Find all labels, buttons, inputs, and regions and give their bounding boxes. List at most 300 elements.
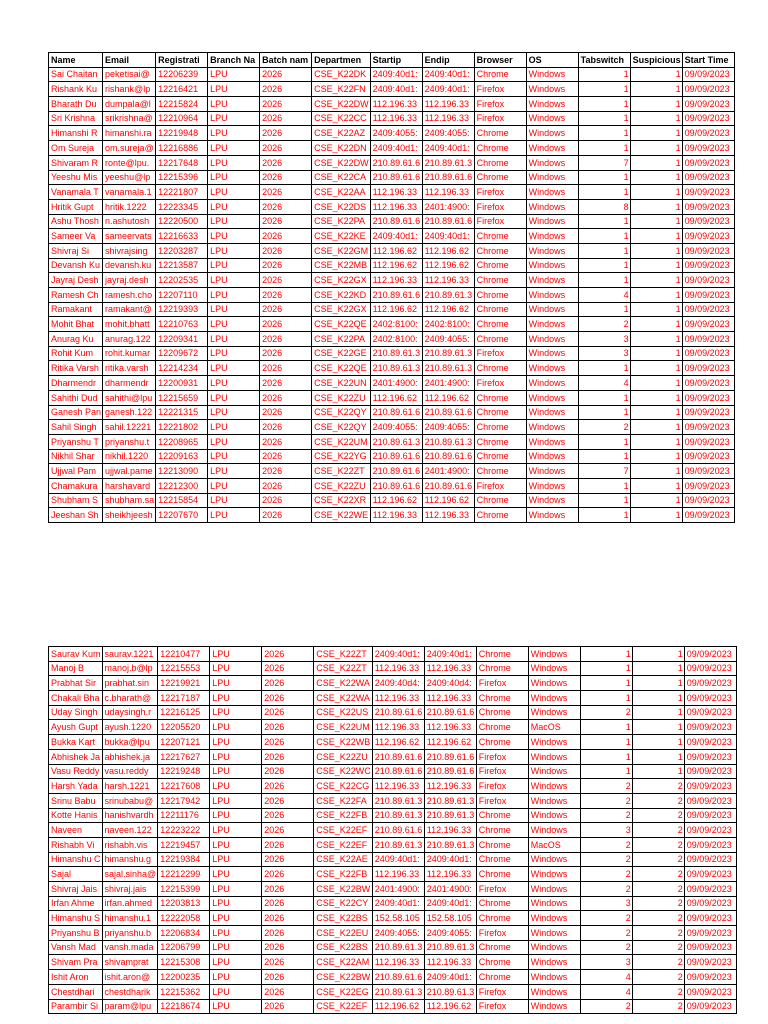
table-cell: Windows	[526, 361, 578, 376]
table-cell: Windows	[526, 449, 578, 464]
table-cell: LPU	[208, 302, 260, 317]
table-cell: Kotte Hanis	[49, 808, 103, 823]
table-cell: 112.196.62	[370, 243, 422, 258]
table-cell: 2409:4055:	[424, 926, 476, 941]
table-row	[49, 896, 737, 911]
table-cell: 12206834	[158, 926, 210, 941]
table-cell: shivrajsing	[103, 243, 156, 258]
table-cell: 2409:40d1:	[422, 141, 474, 156]
table-cell: CSE_K22BS	[314, 940, 373, 955]
table-cell: 2026	[260, 420, 312, 435]
table-cell: 1	[630, 258, 682, 273]
table-cell: MacOS	[528, 720, 580, 735]
table-row	[49, 735, 737, 750]
table-cell: Windows	[526, 82, 578, 97]
table-cell: Windows	[528, 940, 580, 955]
table-cell: 2	[578, 317, 630, 332]
table-cell: LPU	[210, 970, 262, 985]
table-cell: Windows	[528, 882, 580, 897]
table-cell: Windows	[526, 243, 578, 258]
table-cell: 112.196.62	[422, 493, 474, 508]
table-cell: LPU	[208, 82, 260, 97]
table-cell: 2026	[260, 67, 312, 82]
table-cell: Ritika Varsh	[49, 361, 103, 376]
table-cell: Saurav Kum	[49, 647, 103, 662]
table-cell: 09/09/2023	[682, 155, 734, 170]
table-cell: 12221802	[156, 420, 208, 435]
table-cell: CSE_K22CY	[314, 896, 373, 911]
table-cell: Ramakant	[49, 302, 103, 317]
table-cell: CSE_K22BW	[314, 970, 373, 985]
table-cell: 1	[580, 676, 632, 691]
table-cell: 12215824	[156, 97, 208, 112]
table-row	[49, 984, 737, 999]
table-cell: Chrome	[476, 837, 528, 852]
table-cell: n.ashutosh	[103, 214, 156, 229]
table-cell: 2409:40d4:	[424, 676, 476, 691]
table-cell: 09/09/2023	[684, 999, 736, 1014]
table-cell: Nikhil Shar	[49, 449, 103, 464]
table-cell: 2026	[260, 317, 312, 332]
table-cell: 1	[578, 67, 630, 82]
table-cell: 210.89.61.6	[424, 764, 476, 779]
table-cell: 2401:4900:	[370, 376, 422, 391]
table-cell: 2	[580, 793, 632, 808]
table-cell: Windows	[526, 155, 578, 170]
table-cell: CSE_K22QY	[312, 420, 371, 435]
table-cell: LPU	[210, 926, 262, 941]
table-cell: 12209163	[156, 449, 208, 464]
table-cell: 2026	[262, 749, 314, 764]
table-cell: hritik.1222	[103, 199, 156, 214]
column-header: OS	[526, 53, 578, 68]
table-cell: ujjwal.pame	[103, 464, 156, 479]
table-cell: 210.89.61.6	[422, 170, 474, 185]
table-cell: 1	[578, 434, 630, 449]
table-cell: 210.89.61.6	[370, 288, 422, 303]
table-cell: LPU	[210, 764, 262, 779]
table-cell: 2401:4900:	[372, 882, 424, 897]
table-cell: 2	[580, 705, 632, 720]
table-cell: himanshu.g	[102, 852, 158, 867]
table-cell: 4	[578, 288, 630, 303]
table-cell: Sahithi Dud	[49, 390, 103, 405]
table-cell: Ashu Thosh	[49, 214, 103, 229]
table-row	[49, 170, 735, 185]
table-cell: CSE_K22KE	[312, 229, 371, 244]
table-cell: Firefox	[474, 185, 526, 200]
table-cell: 12215854	[156, 493, 208, 508]
table-cell: c.bharath@	[102, 691, 158, 706]
table-cell: 1	[630, 508, 682, 523]
table-cell: CSE_K22PA	[312, 332, 371, 347]
table-cell: LPU	[208, 155, 260, 170]
table-cell: sameervats	[103, 229, 156, 244]
table-cell: 112.196.33	[422, 273, 474, 288]
table-cell: 1	[630, 346, 682, 361]
table-cell: 2026	[260, 111, 312, 126]
table-cell: 12210477	[158, 647, 210, 662]
table-cell: 09/09/2023	[682, 273, 734, 288]
table-cell: Uday Singh	[49, 705, 103, 720]
table-cell: 09/09/2023	[684, 852, 736, 867]
table-cell: 210.89.61.3	[422, 288, 474, 303]
table-cell: 12200931	[156, 376, 208, 391]
table-cell: Firefox	[476, 779, 528, 794]
table-cell: LPU	[208, 170, 260, 185]
table-cell: 1	[630, 273, 682, 288]
table-cell: 210.89.61.3	[372, 808, 424, 823]
table-cell: 112.196.62	[370, 302, 422, 317]
table-cell: LPU	[210, 705, 262, 720]
table-cell: CSE_K22EF	[314, 837, 373, 852]
table-cell: 12217627	[158, 749, 210, 764]
table-cell: CSE_K22QY	[312, 405, 371, 420]
table-cell: Chrome	[474, 258, 526, 273]
table-cell: Shivraj Jais	[49, 882, 103, 897]
table-cell: Chrome	[474, 405, 526, 420]
table-cell: 112.196.62	[422, 258, 474, 273]
table-cell: 2	[632, 882, 684, 897]
table-cell: priyanshu.b	[102, 926, 158, 941]
table-cell: LPU	[208, 97, 260, 112]
table-cell: CSE_K22WB	[314, 735, 373, 750]
table-cell: harsh.1221	[102, 779, 158, 794]
table-cell: 112.196.33	[424, 867, 476, 882]
table-cell: 1	[630, 449, 682, 464]
table-cell: LPU	[208, 420, 260, 435]
table-cell: LPU	[208, 478, 260, 493]
table-cell: 12209341	[156, 332, 208, 347]
table-cell: ramesh.cho	[103, 288, 156, 303]
table-cell: 2409:40d1:	[424, 896, 476, 911]
table-cell: Sahil Singh	[49, 420, 103, 435]
table-cell: 2026	[262, 823, 314, 838]
table-cell: 12215396	[156, 170, 208, 185]
table-cell: CSE_K22FN	[312, 82, 371, 97]
table-cell: 09/09/2023	[682, 376, 734, 391]
table-cell: CSE_K22DS	[312, 199, 371, 214]
table-cell: Chrome	[476, 661, 528, 676]
table-row	[49, 779, 737, 794]
table-cell: 09/09/2023	[682, 229, 734, 244]
table-cell: 2	[580, 808, 632, 823]
table-cell: LPU	[210, 896, 262, 911]
table-cell: 112.196.62	[370, 390, 422, 405]
table-cell: 210.89.61.3	[370, 361, 422, 376]
table-cell: 2026	[260, 449, 312, 464]
table-cell: 112.196.33	[370, 185, 422, 200]
table-cell: 09/09/2023	[684, 749, 736, 764]
table-cell: param@lpu	[102, 999, 158, 1014]
column-header: Start Time	[682, 53, 734, 68]
table-cell: 1	[578, 185, 630, 200]
table-cell: 2402:8100:	[370, 317, 422, 332]
table-cell: 3	[580, 896, 632, 911]
table-cell: 09/09/2023	[684, 926, 736, 941]
table-cell: 1	[630, 493, 682, 508]
table-cell: Om Sureja	[49, 141, 103, 156]
table-cell: 2026	[260, 126, 312, 141]
table-cell: ramakant@	[103, 302, 156, 317]
table-cell: Mohit Bhat	[49, 317, 103, 332]
table-cell: Windows	[528, 661, 580, 676]
table-cell: Windows	[526, 478, 578, 493]
table-cell: 12202535	[156, 273, 208, 288]
table-row	[49, 317, 735, 332]
table-cell: 210.89.61.6	[372, 705, 424, 720]
table-cell: LPU	[208, 199, 260, 214]
table-cell: 210.89.61.6	[370, 405, 422, 420]
table-cell: Windows	[526, 229, 578, 244]
table-cell: 09/09/2023	[684, 705, 736, 720]
table-cell: Ayush Gupt	[49, 720, 103, 735]
table-row	[49, 676, 737, 691]
table-cell: 2026	[262, 970, 314, 985]
table-cell: Windows	[528, 984, 580, 999]
table-cell: Himanshi R	[49, 126, 103, 141]
table-cell: 1	[578, 405, 630, 420]
table-cell: CSE_K22GM	[312, 243, 371, 258]
table-cell: 09/09/2023	[682, 214, 734, 229]
table-row	[49, 141, 735, 156]
table-cell: 3	[578, 332, 630, 347]
table-cell: 2026	[260, 229, 312, 244]
table-cell: himanshu.1	[102, 911, 158, 926]
table-row	[49, 332, 735, 347]
table-row	[49, 376, 735, 391]
table-row	[49, 434, 735, 449]
table-cell: 2409:4055:	[422, 420, 474, 435]
table-cell: 09/09/2023	[682, 449, 734, 464]
table-cell: 210.89.61.6	[422, 478, 474, 493]
table-cell: CSE_K22WE	[312, 508, 371, 523]
table-cell: 09/09/2023	[684, 661, 736, 676]
table-cell: 2026	[262, 955, 314, 970]
table-cell: 2026	[262, 896, 314, 911]
table-cell: 1	[632, 764, 684, 779]
table-cell: Windows	[526, 170, 578, 185]
table-cell: 12207670	[156, 508, 208, 523]
table-cell: CSE_K22AZ	[312, 126, 371, 141]
table-cell: Chestdhari	[49, 984, 103, 999]
table-row	[49, 493, 735, 508]
table-cell: 210.89.61.3	[422, 155, 474, 170]
table-cell: CSE_K22EU	[314, 926, 373, 941]
table-cell: 2026	[262, 720, 314, 735]
table-cell: 2026	[262, 647, 314, 662]
table-cell: 210.89.61.3	[372, 984, 424, 999]
table-cell: 2026	[260, 361, 312, 376]
table-cell: Bharath Du	[49, 97, 103, 112]
table-cell: Windows	[526, 508, 578, 523]
table-cell: LPU	[210, 911, 262, 926]
table-row	[49, 926, 737, 941]
table-cell: rohit.kumar	[103, 346, 156, 361]
table-cell: 2	[632, 999, 684, 1014]
table-cell: CSE_K22ZT	[314, 661, 373, 676]
table-row	[49, 955, 737, 970]
table-cell: LPU	[208, 111, 260, 126]
table-cell: LPU	[210, 779, 262, 794]
table-cell: 1	[632, 735, 684, 750]
table-row	[49, 999, 737, 1014]
table-row	[49, 243, 735, 258]
table-cell: 1	[632, 676, 684, 691]
table-cell: saurav.1221	[102, 647, 158, 662]
table-cell: Windows	[528, 896, 580, 911]
table-cell: shubham.sa	[103, 493, 156, 508]
table-cell: 3	[580, 955, 632, 970]
table-cell: Firefox	[474, 376, 526, 391]
table-cell: 09/09/2023	[682, 185, 734, 200]
table-cell: 1	[630, 97, 682, 112]
table-cell: Firefox	[476, 882, 528, 897]
table-cell: 112.196.62	[422, 302, 474, 317]
table-cell: 2	[632, 852, 684, 867]
table-cell: LPU	[208, 317, 260, 332]
table-cell: 1	[630, 126, 682, 141]
table-cell: Windows	[526, 346, 578, 361]
table-cell: 112.196.33	[370, 508, 422, 523]
table-cell: Chrome	[476, 735, 528, 750]
table-cell: LPU	[210, 720, 262, 735]
column-header: Suspicious	[630, 53, 682, 68]
table-cell: 112.196.33	[424, 823, 476, 838]
table-cell: 1	[630, 288, 682, 303]
table-cell: 2	[580, 852, 632, 867]
table-cell: 12215553	[158, 661, 210, 676]
table-cell: 12213587	[156, 258, 208, 273]
table-cell: devansh.ku	[103, 258, 156, 273]
table-cell: 112.196.33	[424, 661, 476, 676]
column-header: Name	[49, 53, 103, 68]
table-row	[49, 302, 735, 317]
table-cell: Windows	[526, 97, 578, 112]
table-cell: 4	[580, 984, 632, 999]
table-cell: 210.89.61.6	[372, 749, 424, 764]
table-cell: sheikhjeesh	[103, 508, 156, 523]
table-cell: LPU	[208, 493, 260, 508]
table-cell: 210.89.61.3	[370, 434, 422, 449]
table-cell: vasu.reddy	[102, 764, 158, 779]
table-cell: 1	[580, 735, 632, 750]
table-cell: 12216125	[158, 705, 210, 720]
table-cell: Chrome	[474, 302, 526, 317]
table-cell: Firefox	[474, 111, 526, 126]
table-cell: Windows	[526, 214, 578, 229]
table-cell: Firefox	[474, 214, 526, 229]
table-cell: 1	[630, 82, 682, 97]
table-cell: Sri Krishna	[49, 111, 103, 126]
table-cell: sahithi@lpu	[103, 390, 156, 405]
table-cell: 12219457	[158, 837, 210, 852]
table-cell: LPU	[208, 273, 260, 288]
table-cell: udaysingh.r	[102, 705, 158, 720]
table-row	[49, 661, 737, 676]
table-row	[49, 793, 737, 808]
table-cell: CSE_K22KD	[312, 288, 371, 303]
table-cell: 12211176	[158, 808, 210, 823]
table-cell: 8	[578, 199, 630, 214]
attendance-table-top	[48, 52, 735, 523]
table-cell: jayraj.desh	[103, 273, 156, 288]
table-cell: 09/09/2023	[684, 720, 736, 735]
table-cell: srinubabu@	[102, 793, 158, 808]
table-row	[49, 705, 737, 720]
table-cell: 2026	[262, 691, 314, 706]
table-cell: 152.58.105	[424, 911, 476, 926]
table-cell: abhishek.ja	[102, 749, 158, 764]
table-cell: 2026	[262, 940, 314, 955]
table-row	[49, 647, 737, 662]
table-cell: Manoj B	[49, 661, 103, 676]
table-cell: 210.89.61.6	[370, 478, 422, 493]
table-cell: Windows	[528, 808, 580, 823]
table-cell: Chrome	[474, 361, 526, 376]
table-cell: Firefox	[474, 82, 526, 97]
table-cell: Chrome	[474, 434, 526, 449]
table-cell: Chrome	[476, 808, 528, 823]
table-cell: 09/09/2023	[684, 837, 736, 852]
table-cell: naveen.122	[102, 823, 158, 838]
table-cell: Harsh Yada	[49, 779, 103, 794]
table-cell: LPU	[208, 361, 260, 376]
table-cell: 2402:8100:	[422, 317, 474, 332]
table-cell: 09/09/2023	[684, 676, 736, 691]
table-cell: Windows	[526, 258, 578, 273]
table-cell: Chrome	[476, 955, 528, 970]
table-cell: 12221807	[156, 185, 208, 200]
table-cell: LPU	[208, 126, 260, 141]
table-cell: 09/09/2023	[682, 390, 734, 405]
table-cell: 2409:40d4:	[372, 676, 424, 691]
table-cell: manoj.b@lp	[102, 661, 158, 676]
table-cell: Sai Chaitan	[49, 67, 103, 82]
table-cell: 2026	[260, 464, 312, 479]
table-cell: 2026	[262, 779, 314, 794]
table-cell: 09/09/2023	[682, 97, 734, 112]
table-cell: LPU	[208, 346, 260, 361]
table-cell: 2026	[262, 705, 314, 720]
table-cell: 2409:40d1:	[372, 852, 424, 867]
column-header: Email	[103, 53, 156, 68]
table-cell: shivraj.jais	[102, 882, 158, 897]
table-cell: Windows	[526, 67, 578, 82]
table-cell: 7	[578, 155, 630, 170]
table-cell: Windows	[526, 332, 578, 347]
table-cell: MacOS	[528, 837, 580, 852]
table-cell: LPU	[210, 735, 262, 750]
table-cell: 2026	[262, 661, 314, 676]
table-cell: 2026	[260, 288, 312, 303]
table-cell: Chrome	[474, 126, 526, 141]
table-cell: Ramesh Ch	[49, 288, 103, 303]
table-cell: 12206799	[158, 940, 210, 955]
table-cell: 1	[578, 141, 630, 156]
table-cell: 12216886	[156, 141, 208, 156]
table-cell: 1	[630, 332, 682, 347]
table-cell: 1	[630, 67, 682, 82]
table-cell: 12222058	[158, 911, 210, 926]
table-cell: 3	[580, 823, 632, 838]
table-cell: 1	[578, 302, 630, 317]
table-cell: LPU	[210, 793, 262, 808]
table-cell: CSE_K22CA	[312, 170, 371, 185]
table-cell: CSE_K22ZT	[314, 647, 373, 662]
table-cell: 12221315	[156, 405, 208, 420]
table-cell: mohit.bhatt	[103, 317, 156, 332]
